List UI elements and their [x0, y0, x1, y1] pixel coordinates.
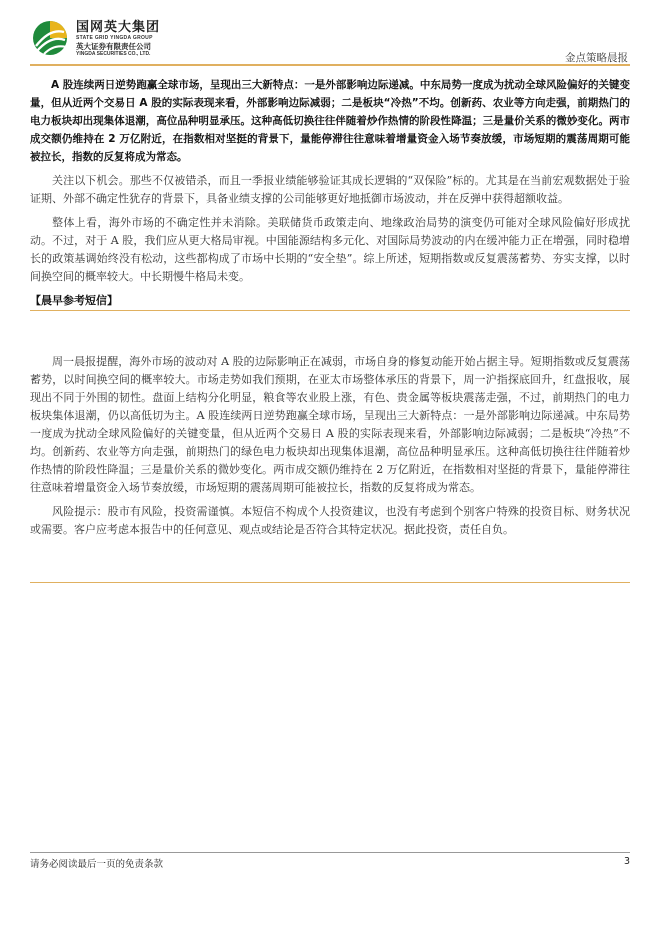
company-name-cn: 国网英大集团	[76, 20, 161, 35]
company-name-en: STATE GRID YINGDA GROUP	[76, 35, 153, 41]
state-grid-logo-icon	[32, 20, 68, 56]
news-section	[30, 353, 630, 539]
disclaimer-note: 请务必阅读最后一页的免责条款	[30, 859, 164, 870]
section-title: 【晨早参考短信】	[30, 292, 630, 311]
header-divider	[30, 64, 630, 66]
subsidiary-name-en: YINGDA SECURITIES CO., LTD.	[76, 51, 151, 57]
subsidiary-name-cn: 英大证券有限责任公司	[76, 42, 151, 51]
main-content	[30, 76, 630, 545]
lead-paragraph: A 股连续两日逆势跑赢全球市场，呈现出三大新特点：一是外部影响边际递减。中东局势一度成为扰动全球风险偏好的关键变量，但从近两个交易日 A 股的实际表现来看，外部影响边际减弱；二是板块“冷热”不均。创新药、农业等方向走强，前期热门的电力板块却出现集体退潮，高位品种明显承压。这种高低切换往往伴随着炒作热情的阶段性降温；三是量价关系的微妙变化。两市成交额仍维持在 2 万亿附近，在指数相对坚挺的背景下，量能停滞往往意味着增量资金入场节奏放缓，市场短期的震荡周期可能被拉长，指数的反复将成为常态。	[30, 79, 630, 163]
news-paragraph: 周一晨报提醒，海外市场的波动对 A 股的边际影响正在减弱，市场自身的修复动能开始占据主导。短期指数或反复震荡蓄势，以时间换空间的概率较大。市场走势如我们预期，在亚太市场整体承压的背景下，周一沪指探底回升，红盘报收，展现出不同于外围的韧性。盘面上结构分化明显，粮食等农业股上涨，有色、贵金属等板块震荡走强，不过，前期热门的电力板块集体退潮，仍以高低切为主。A 股连续两日逆势跑赢全球市场，呈现出三大新特点：一是外部影响边际递减。中东局势一度成为扰动全球风险偏好的关键变量，但从近两个交易日 A 股的实际表现来看，外部影响边际减弱；二是板块“冷热”不均。创新药、农业等方向走强，前期热门的绿色电力板块却出现集体退潮，高位品种明显承压。这种高低切换往往伴随着炒作热情的阶段性降温；三是量价关系的微妙变化。两市成交额仍维持在 2 万亿附近，在指数相对坚挺的背景下，量能停滞往往意味着增量资金入场节奏放缓，市场短期的震荡周期可能被拉长，指数的反复将成为常态。	[30, 355, 630, 494]
page-header	[30, 20, 630, 66]
report-title: 金点策略晨报	[565, 52, 628, 64]
company-logo-text	[76, 21, 160, 58]
footer-divider	[30, 852, 630, 853]
opportunity-paragraph: 关注以下机会。那些不仅被错杀，而且一季报业绩能够验证其成长逻辑的“双保险”标的。尤其是在当前宏观数据处于验证期、外部不确定性犹存的背景下，具备业绩支撑的公司能够更好地抵御市场波动，并在反弹中获得超额收益。	[30, 174, 630, 205]
page-number: 3	[623, 856, 630, 867]
content-end-divider	[30, 582, 630, 583]
outlook-paragraph: 整体上看，海外市场的不确定性并未消除。美联储货币政策走向、地缘政治局势的演变仍可能对全球风险偏好形成扰动。不过，对于 A 股，我们应从更大格局审视。中国能源结构多元化、对国际局势波动的内在缓冲能力正在增强，同时稳增长的政策基调始终没有松动，这些都构成了市场中长期的“安全垫”。综上所述，短期指数或反复震荡蓄势、夯实支撑，以时间换空间的概率较大。中长期慢牛格局未变。	[30, 216, 630, 283]
risk-warning-paragraph: 风险提示：股市有风险，投资需谨慎。本短信不构成个人投资建议，也没有考虑到个别客户特殊的投资目标、财务状况或需要。客户应考虑本报告中的任何意见、观点或结论是否符合其特定状况。据此投资，责任自负。	[30, 505, 630, 536]
